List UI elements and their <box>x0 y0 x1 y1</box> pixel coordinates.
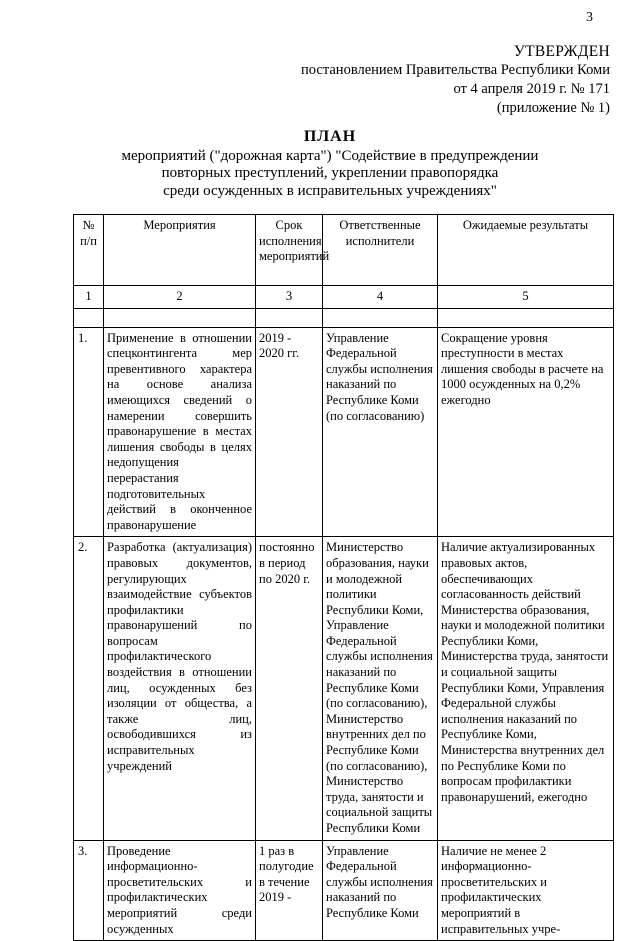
plan-title: ПЛАН <box>303 128 357 145</box>
column-number-row <box>74 286 614 309</box>
row-result: Сокращение уровня преступности в местах лишения свободы в расчете на 1000 осужденных на 0,2% ежегодно <box>438 327 614 537</box>
header-num: № п/п <box>74 215 104 286</box>
row-event: Проведение информационно-просветительских и профилактических мероприятий среди осужденных <box>104 840 256 941</box>
table-header-row <box>74 215 614 286</box>
row-spacer <box>74 308 614 327</box>
plan-table <box>73 214 614 941</box>
table-row <box>74 840 614 941</box>
row-responsible: Управление Федеральной службы исполнения наказаний по Республике Коми <box>323 840 438 941</box>
column-number: 2 <box>104 286 256 309</box>
column-number: 4 <box>323 286 438 309</box>
column-number: 1 <box>74 286 104 309</box>
row-result: Наличие не менее 2 информационно-просветительских и профилактических мероприятий в исправительных учре- <box>438 840 614 941</box>
header-event: Мероприятия <box>104 215 256 286</box>
plan-subtitle-line-3: среди осужденных в исправительных учреждениях" <box>163 182 497 199</box>
approval-title: УТВЕРЖДЕН <box>513 43 610 60</box>
plan-subtitle-line-1: мероприятий ("дорожная карта") "Содействие в предупреждении <box>121 147 539 164</box>
row-term: 1 раз в полугодие в течение 2019 - <box>256 840 323 941</box>
row-term: 2019 - 2020 гг. <box>256 327 323 537</box>
row-responsible: Управление Федеральной службы исполнения наказаний по Республике Коми (по согласованию) <box>323 327 438 537</box>
approval-block <box>301 42 610 118</box>
plan-subtitle-line-2: повторных преступлений, укреплении правопорядка <box>161 165 499 181</box>
header-term: Срок исполнения мероприятий <box>256 215 323 286</box>
approval-line-2: от 4 апреля 2019 г. № 171 <box>453 81 610 97</box>
column-number: 5 <box>438 286 614 309</box>
row-responsible: Министерство образования, науки и молодежной политики Республики Коми, Управление Федеральной службы исполнения наказаний по Республике Коми (по согласованию), Министерство внутренних дел по Республике Коми (по согласованию), Министерство труда, занятости и социальной защиты Республики Коми <box>323 537 438 840</box>
table-row <box>74 537 614 840</box>
approval-line-1: постановлением Правительства Республики Коми <box>301 62 610 78</box>
row-event: Применение в отношении спецконтингента мер превентивного характера на основе анализа имеющихся сведений о намерении совершить правонарушение в местах лишения свободы в целях недопущения перерастания подготовительных действий в оконченное правонарушение <box>104 327 256 537</box>
approval-line-3: (приложение № 1) <box>496 100 610 116</box>
row-result: Наличие актуализированных правовых актов, обеспечивающих согласованность действий Министерства образования, науки и молодежной политики Республики Коми, Министерства труда, занятости и социальной защиты Республики Коми, Управления Федеральной службы исполнения наказаний по Республике Коми, Министерства внутренних дел по Республике Коми по вопросам профилактики правонарушений, ежегодно <box>438 537 614 840</box>
header-responsible: Ответственные исполнители <box>323 215 438 286</box>
row-term: постоянно в период по 2020 г. <box>256 537 323 840</box>
page-number: 3 <box>586 10 593 25</box>
plan-heading <box>60 128 600 200</box>
row-number: 1. <box>74 327 104 537</box>
row-number: 2. <box>74 537 104 840</box>
row-event: Разработка (актуализация) правовых документов, регулирующих взаимодействие субъектов профилактики правонарушений по вопросам профилактического воздействия в отношении лиц, осужденных без изоляции от общества, а также лиц, освободившихся из исправительных учреждений <box>104 537 256 840</box>
header-result: Ожидаемые результаты <box>438 215 614 286</box>
row-number: 3. <box>74 840 104 941</box>
table-row <box>74 327 614 537</box>
column-number: 3 <box>256 286 323 309</box>
